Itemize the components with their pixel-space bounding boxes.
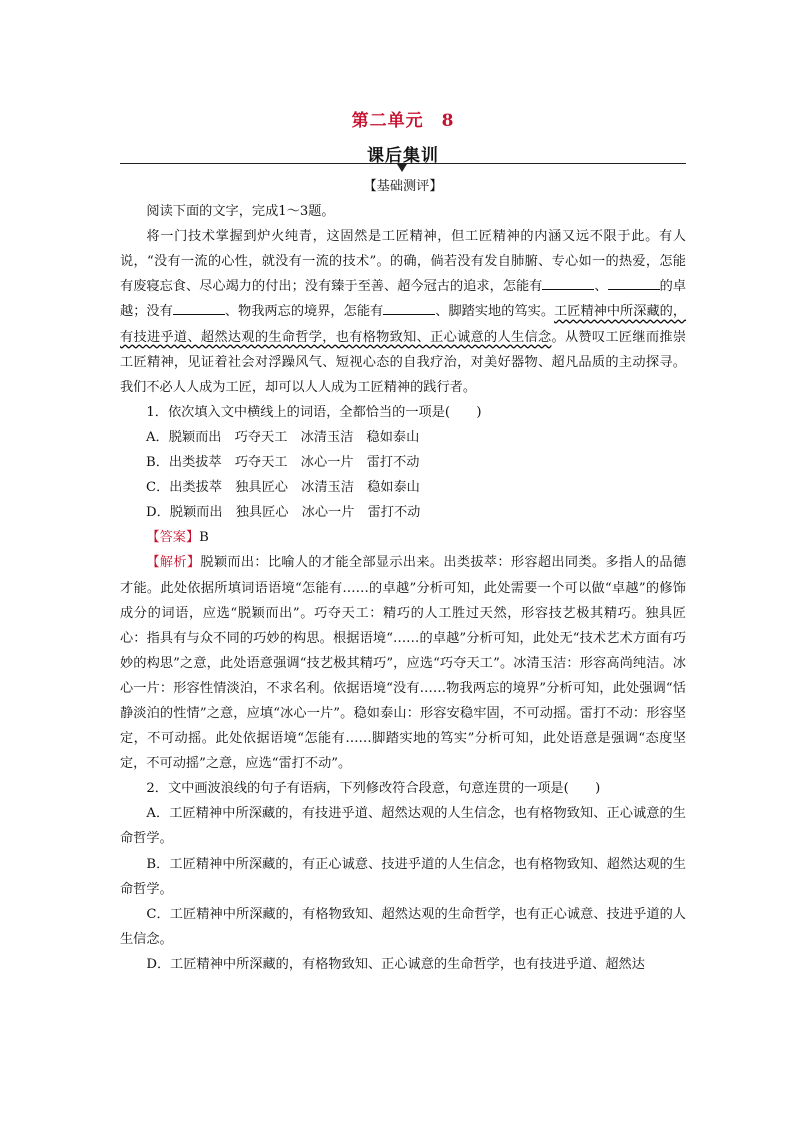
passage-part-3: 的卓越；没有 (120, 279, 687, 320)
blank-1 (542, 275, 594, 290)
question-1-option-b: B．出类拔萃 巧夺天工 冰心一片 雷打不动 (146, 455, 420, 471)
blank-4 (383, 300, 435, 315)
passage-part-1: 将一门技术掌握到炉火纯青，这固然是工匠精神，但工匠精神的内涵又远不限于此。有人说，“没有一流的心性，就没有一流的技术”。的确，倘若没有发自肺腑、专心如一的热爱，怎能有废寝忘食、尽心竭力的付出；没有臻于至善、超今冠古的追求，怎能有 (120, 229, 686, 295)
unit-title: 第二单元 8 (351, 111, 455, 131)
passage-part-4: 、物我两忘的境界，怎能有 (224, 304, 384, 320)
intro-text: 阅读下面的文字，完成1～3题。 (146, 204, 335, 220)
question-2-option-c: C．工匠精神中所深藏的，有格物致知、超然达观的生命哲学，也有正心诚意、技进乎道的人生信念。 (120, 906, 686, 947)
answer-value: B (199, 530, 209, 546)
blank-2 (608, 275, 660, 290)
content (120, 174, 686, 977)
question-1-option-a: A．脱颖而出 巧夺天工 冰清玉洁 稳如泰山 (146, 429, 420, 445)
passage-part-5: 、脚踏实地的笃实。 (435, 304, 555, 320)
blank-3 (173, 300, 225, 315)
wavy-underlined-sentence: 工匠精神中所深藏的，有技进乎道、超然达观的生命哲学，也有格物致知、正心诚意的人生信念 (120, 304, 687, 345)
passage (120, 224, 686, 400)
section-tag: 【基础测评】 (363, 179, 443, 194)
question-1-option-c: C．出类拔萃 独具匠心 冰清玉洁 稳如泰山 (146, 480, 420, 496)
question-2-stem: 2．文中画波浪线的句子有语病，下列修改符合段意，句意连贯的一项是( ) (146, 781, 601, 797)
passage-part-2: 、 (594, 279, 608, 295)
question-1-stem: 1．依次填入文中横线上的词语，全都恰当的一项是( ) (146, 404, 482, 420)
analysis-text: 脱颖而出：比喻人的才能全部显示出来。出类拔萃：形容超出同类。多指人的品德才能。此处依据所填词语语境“怎能有……的卓越”分析可知，此处需要一个可以做“卓越”的修饰成分的词语，应选“脱颖而出”。巧夺天工：精巧的人工胜过天然，形容技艺极其精巧。独具匠心：指具有与众不同的巧妙的构思。根据语境“……的卓越”分析可知，此处无“技术艺术方面有巧妙的构思”之意，此处语意强调“技艺极其精巧”，应选“巧夺天工”。冰清玉洁：形容高尚纯洁。冰心一片：形容性情淡泊，不求名利。依据语境“没有……物我两忘的境界”分析可知，此处强调“恬静淡泊的性情”之意，应填“冰心一片”。稳如泰山：形容安稳牢固，不可动摇。雷打不动：形容坚定，不可动摇。此处依据语境“怎能有……脚踏实地的笃实”分析可知，此处语意是强调“态度坚定，不可动摇”之意，应选“雷打不动”。 (120, 555, 687, 772)
answer-label: 【答案】 (146, 530, 200, 546)
question-1-answer (120, 525, 686, 550)
question-2-option-d: D．工匠精神中所深藏的，有格物致知、正心诚意的生命哲学，也有技进乎道、超然达 (146, 956, 645, 972)
question-1-option-d: D．脱颖而出 独具匠心 冰心一片 雷打不动 (146, 505, 421, 521)
question-2-option-b: B．工匠精神中所深藏的，有正心诚意、技进乎道的人生信念，也有格物致知、超然达观的生命哲学。 (120, 856, 686, 897)
passage-part-6: 。从赞叹工匠继而推崇工匠精神，见证着社会对浮躁风气、短视心态的自我疗治，对美好器物、超凡品质的主动探寻。我们不必人人成为工匠，却可以人人成为工匠精神的践行者。 (120, 329, 687, 395)
question-2-option-a: A．工匠精神中所深藏的，有技进乎道、超然达观的人生信念，也有格物致知、正心诚意的生命哲学。 (120, 806, 686, 847)
analysis-label: 【解析】 (146, 555, 201, 571)
section-title: 课后集训 (367, 146, 439, 166)
divider-arrow-icon (397, 164, 407, 172)
question-1-analysis (120, 550, 686, 776)
